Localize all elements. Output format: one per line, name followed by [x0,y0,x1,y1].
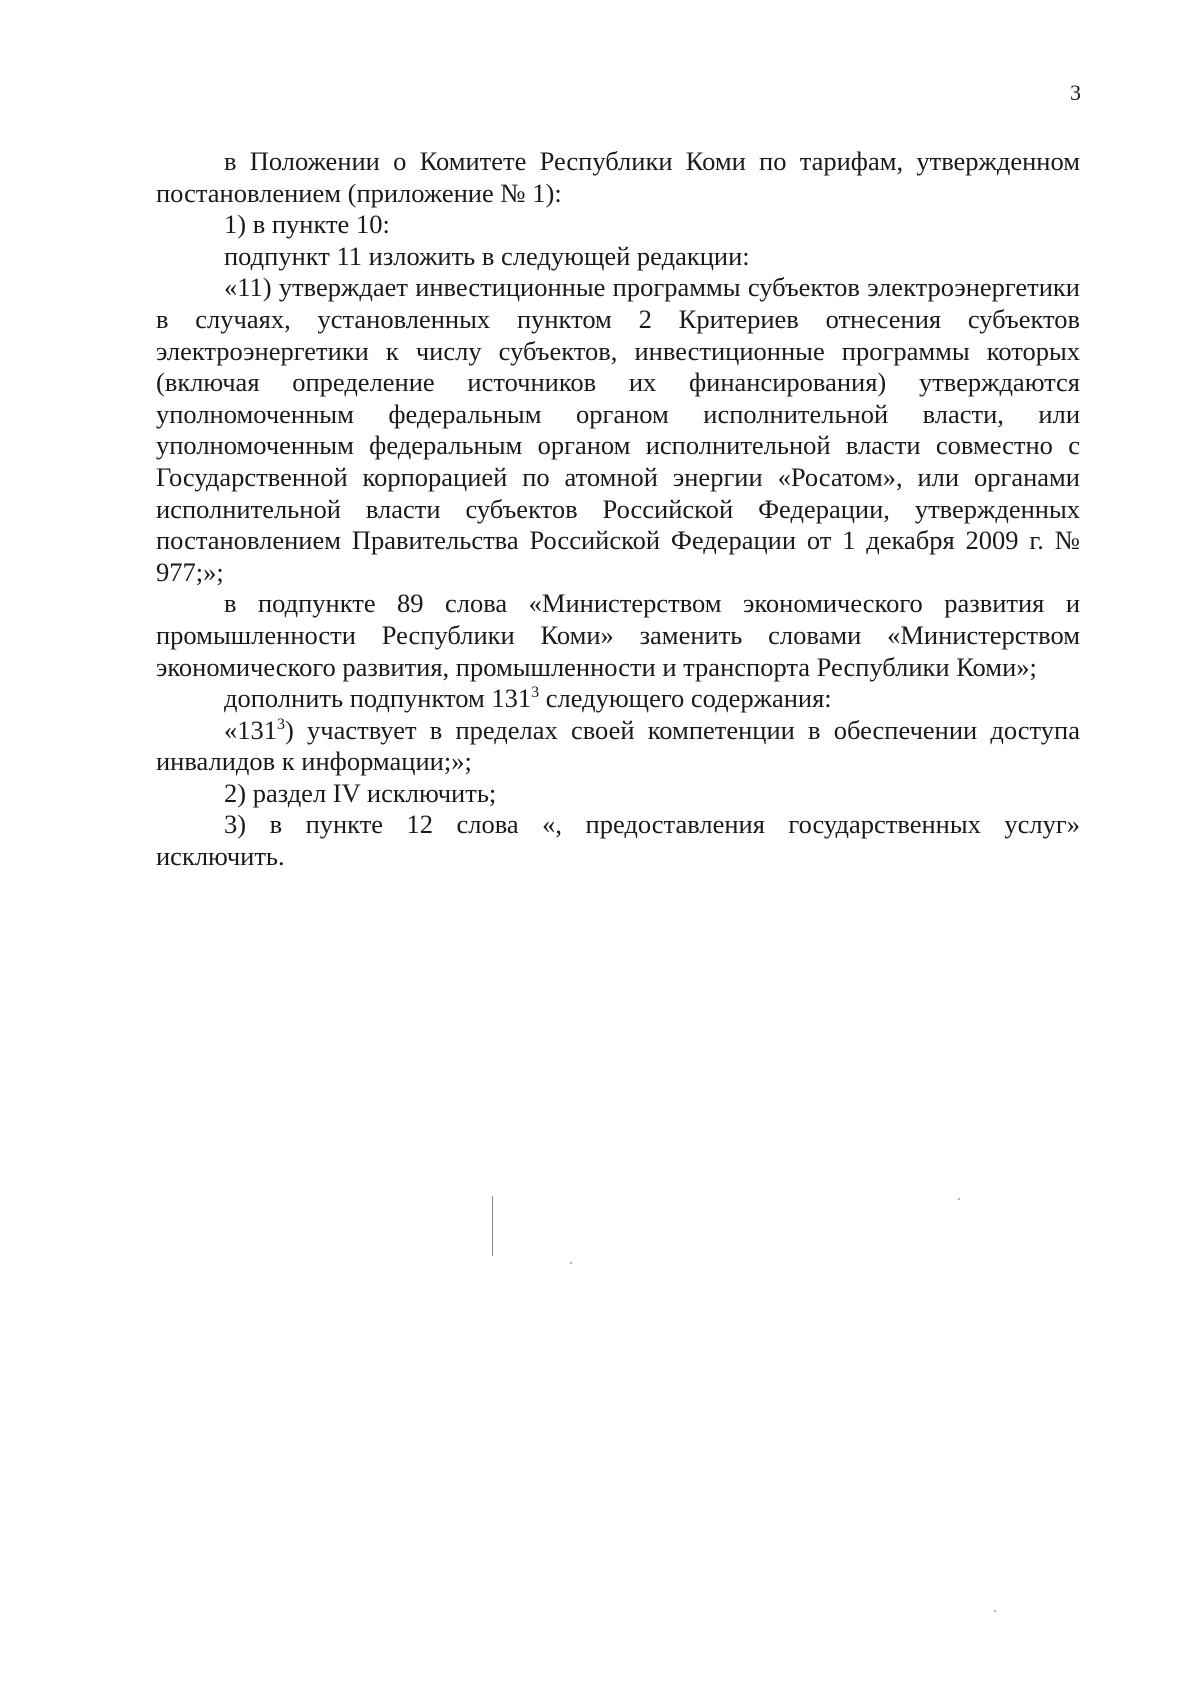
paragraph-subitem-11-text: «11) утверждает инвестиционные программы субъектов электроэнергетики в случаях, установленных пунктом 2 Критериев отнесения субъектов электроэнергетики к числу субъектов, инвестиционные программы которых (включая определение источников их финансирования) утверждаются уполномоченным федеральным органом исполнительной власти, или уполномоченным федеральным органом исполнительной власти совместно с Государственной корпорацией по атомной энергии «Росатом», или органами исполнительной власти субъектов Российской Федерации, утвержденных постановлением Правительства Российской Федерации от 1 декабря 2009 г. № 977;»; [156,272,1080,587]
paragraph-text: «131 [224,714,277,745]
scan-artifact-line [492,1196,493,1256]
paragraph-item-2: 2) раздел IV исключить; [224,777,497,808]
scan-artifact-dot [994,1610,996,1612]
paragraph-subitem-11-instruction: подпункт 11 изложить в следующей редакции: [224,240,750,271]
superscript: 3 [531,684,540,702]
page-number: 3 [1070,80,1081,105]
paragraph-text: следующего содержания: [539,683,832,714]
paragraph-add-subitem-131-3 [156,683,1080,715]
paragraph-subitem-89: в подпункте 89 слова «Министерством экономического развития и промышленности Республики Коми» заменить словами «Министерством экономического развития, промышленности и транспорта Республики Коми»; [156,588,1080,682]
paragraph-text: ) участвует в пределах своей компетенции в обеспечении доступа инвалидов к информации;»; [156,714,1080,777]
paragraph-text: дополнить подпунктом 131 [224,683,532,714]
paragraph-item-3: 3) в пункте 12 слова «, предоставления государственных услуг» исключить. [156,809,1080,872]
paragraph-intro: в Положении о Комитете Республики Коми по тарифам, утвержденном постановлением (приложение № 1): [156,146,1080,208]
document-body [156,146,1080,873]
paragraph-subitem-131-3-text [156,715,1080,778]
superscript: 3 [277,715,285,733]
scan-artifact-dot [958,1198,960,1200]
paragraph-item-1: 1) в пункте 10: [224,209,390,240]
scan-artifact-dot [570,1262,572,1264]
